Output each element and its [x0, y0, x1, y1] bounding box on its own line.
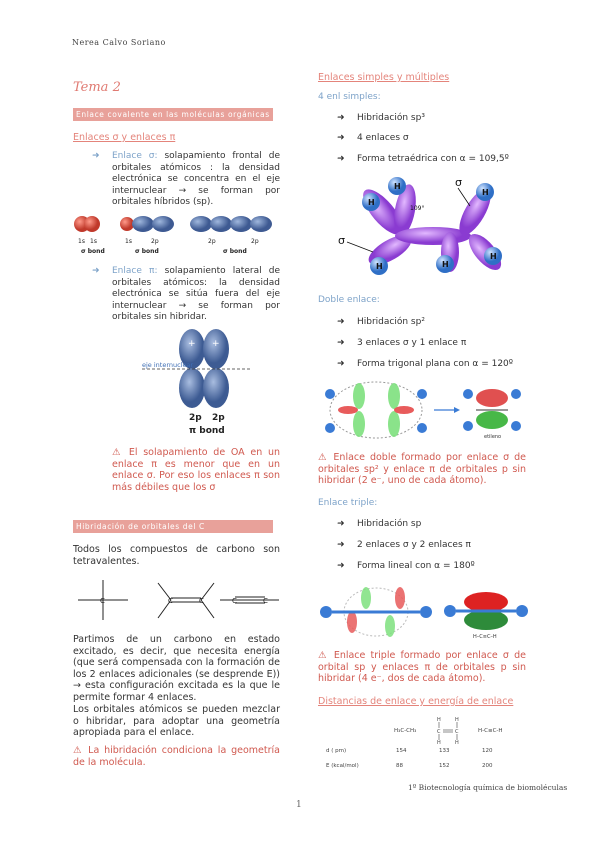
arrow-icon: ➜ [337, 133, 345, 143]
double-item: ➜ 3 enlaces σ y 1 enlace π [337, 338, 467, 348]
table-cell: 120 [482, 748, 493, 754]
pi-lobe [203, 329, 229, 369]
column-header: H-C≡C-H [478, 728, 503, 734]
label: 2p [208, 238, 216, 245]
pi-label: Enlace π: [112, 266, 158, 276]
arrow-icon: ➜ [337, 519, 345, 529]
label: 2p [212, 413, 225, 423]
table-cell: 88 [396, 763, 403, 769]
svg-text:C: C [437, 729, 441, 735]
sigma-label: Enlace σ: [112, 151, 158, 161]
double-item: ➜ Hibridación sp² [337, 317, 425, 327]
triple-bond-title: Enlace triple: [318, 498, 378, 508]
p-orbital-lobe [230, 216, 252, 232]
arrow-icon: ➜ [92, 266, 100, 276]
s-orbital [84, 216, 100, 232]
pi-lobe [203, 368, 229, 408]
column-header: H₃C-CH₃ [394, 728, 417, 734]
label: σ bond [81, 248, 105, 255]
svg-text:C: C [263, 597, 268, 605]
arrow-icon: ➜ [337, 113, 345, 123]
label: 1s [90, 238, 97, 245]
tetravalent-text: Todos los compuestos de carbono son tetravalentes. [73, 544, 280, 567]
sigma-text: solapamiento frontal de orbitales atómicos : la densidad electrónica se concentra en el eje internuclear → se forman por orbitales híbridos (sp). [112, 151, 280, 207]
sp-ethyne-figure [316, 584, 530, 642]
sigma-symbol: σ [455, 176, 462, 189]
arrow-icon: ➜ [337, 154, 345, 164]
p-orbital-lobe [250, 216, 272, 232]
ethylene-structure-header [429, 716, 469, 744]
svg-text:C: C [455, 729, 459, 735]
row-label: d ( pm) [326, 748, 347, 754]
label: σ bond [135, 248, 159, 255]
table-cell: 200 [482, 763, 493, 769]
p-orbital-lobe [132, 216, 154, 232]
subsection-simple-multiple: Enlaces simples y múltiples [318, 72, 450, 83]
pi-bullet [92, 266, 280, 324]
svg-text:H: H [455, 717, 459, 723]
arrow-icon: ➜ [337, 359, 345, 369]
triple-item: ➜ 2 enlaces σ y 2 enlaces π [337, 540, 471, 550]
warning-geometry: ⚠ La hibridación condiciona la geometría de la molécula. [73, 745, 280, 768]
pi-lobe [179, 368, 205, 408]
svg-text:H: H [376, 262, 383, 271]
svg-text:H: H [442, 260, 449, 269]
plus-sign: + [212, 339, 220, 349]
svg-text:C: C [100, 597, 105, 605]
svg-text:H: H [482, 188, 489, 197]
course-footer: 1º Biotecnología química de biomoléculas [408, 783, 568, 792]
page-number: 1 [296, 800, 302, 810]
single-item: ➜ 4 enlaces σ [337, 133, 409, 143]
hybrid-mix-text: Los orbitales atómicos se pueden mezclar o hibridar, para adoptar una geometría apropiada para el enlace. [73, 704, 280, 738]
warning-triple-bond: ⚠ Enlace triple formado por enlace σ de orbital sp y enlaces π de orbitales p sin hibridar (4 e⁻, dos de cada átomo). [318, 650, 526, 684]
pi-text: solapamiento lateral de orbitales atómicos: la densidad electrónica se sitúa fuera del eje internuclear → se forman por orbitales sin hibridar. [112, 266, 280, 322]
angle-label: 109° [410, 205, 425, 212]
label: 2p [189, 413, 202, 423]
row-label: E (kcal/mol) [326, 763, 359, 769]
arrow-icon: ➜ [337, 317, 345, 327]
sigma-bullet [92, 151, 280, 209]
svg-text:H: H [368, 198, 375, 207]
warning-double-bond: ⚠ Enlace doble formado por enlace σ de orbitales sp² y enlace π de orbitales p sin hibridar (2 e⁻, uno de cada átomo). [318, 452, 526, 486]
axis-label: eje internuclear [142, 361, 194, 369]
svg-text:C: C [199, 597, 204, 605]
label: 1s [78, 238, 85, 245]
bond-table [326, 716, 526, 776]
figure-caption: etileno [484, 434, 502, 440]
double-bond-title: Doble enlace: [318, 295, 380, 305]
section-band-hybridization: Hibridación de orbitales del C [73, 520, 273, 533]
sp3-ethane-figure [335, 172, 520, 282]
page-title: Tema 2 [73, 80, 121, 95]
distances-title: Distancias de enlace y energía de enlace [318, 696, 514, 707]
p-orbital-lobe [152, 216, 174, 232]
svg-text:H: H [437, 740, 441, 744]
label: 2p [251, 238, 259, 245]
arrow-icon: ➜ [92, 151, 100, 161]
label: σ bond [223, 248, 247, 255]
author-name: Nerea Calvo Soriano [72, 38, 166, 47]
p-orbital-lobe [210, 216, 232, 232]
sigma-bond-figure [73, 212, 273, 260]
carbon-structures-figure [73, 578, 283, 624]
svg-text:H: H [455, 740, 459, 744]
svg-text:H: H [490, 252, 497, 261]
label: π bond [189, 426, 225, 436]
single-item: ➜ Forma tetraédrica con α = 109,5º [337, 154, 509, 164]
svg-text:H: H [394, 182, 401, 191]
arrow-icon: ➜ [337, 561, 345, 571]
pi-bond-figure [140, 326, 260, 438]
label: 2p [151, 238, 159, 245]
table-cell: 154 [396, 748, 407, 754]
svg-text:C: C [168, 597, 173, 605]
excited-carbon-text: Partimos de un carbono en estado excitado, es decir, que necesita energía (que será compensada con la formación de los 2 enlaces adicionales (se desprende E)) → esta configuración excitada es la que le permite formar 4 enlaces. [73, 634, 280, 703]
triple-item: ➜ Forma lineal con α = 180º [337, 561, 475, 571]
sigma-symbol: σ [338, 234, 345, 247]
figure-caption: H–C≡C–H [473, 634, 497, 640]
table-cell: 152 [439, 763, 450, 769]
arrow-icon: ➜ [337, 338, 345, 348]
p-orbital-lobe [190, 216, 212, 232]
single-bond-title: 4 enl simples: [318, 92, 381, 102]
double-item: ➜ Forma trigonal plana con α = 120º [337, 359, 514, 369]
warning-pi-weaker: ⚠ El solapamiento de OA en un enlace π es menor que en un enlace σ. Por eso los enlaces π son más débiles que los σ [112, 447, 280, 493]
triple-item: ➜ Hibridación sp [337, 519, 422, 529]
single-item: ➜ Hibridación sp³ [337, 113, 425, 123]
sp2-ethylene-figure [316, 376, 530, 442]
subsection-sigma-pi: Enlaces σ y enlaces π [73, 132, 176, 143]
svg-text:C: C [232, 597, 237, 605]
label: 1s [125, 238, 132, 245]
arrow-icon: ➜ [337, 540, 345, 550]
svg-text:H: H [437, 717, 441, 723]
plus-sign: + [188, 339, 196, 349]
table-cell: 133 [439, 748, 450, 754]
s-orbital [120, 217, 134, 231]
section-band-covalent: Enlace covalente en las moléculas orgánicas [73, 108, 273, 121]
